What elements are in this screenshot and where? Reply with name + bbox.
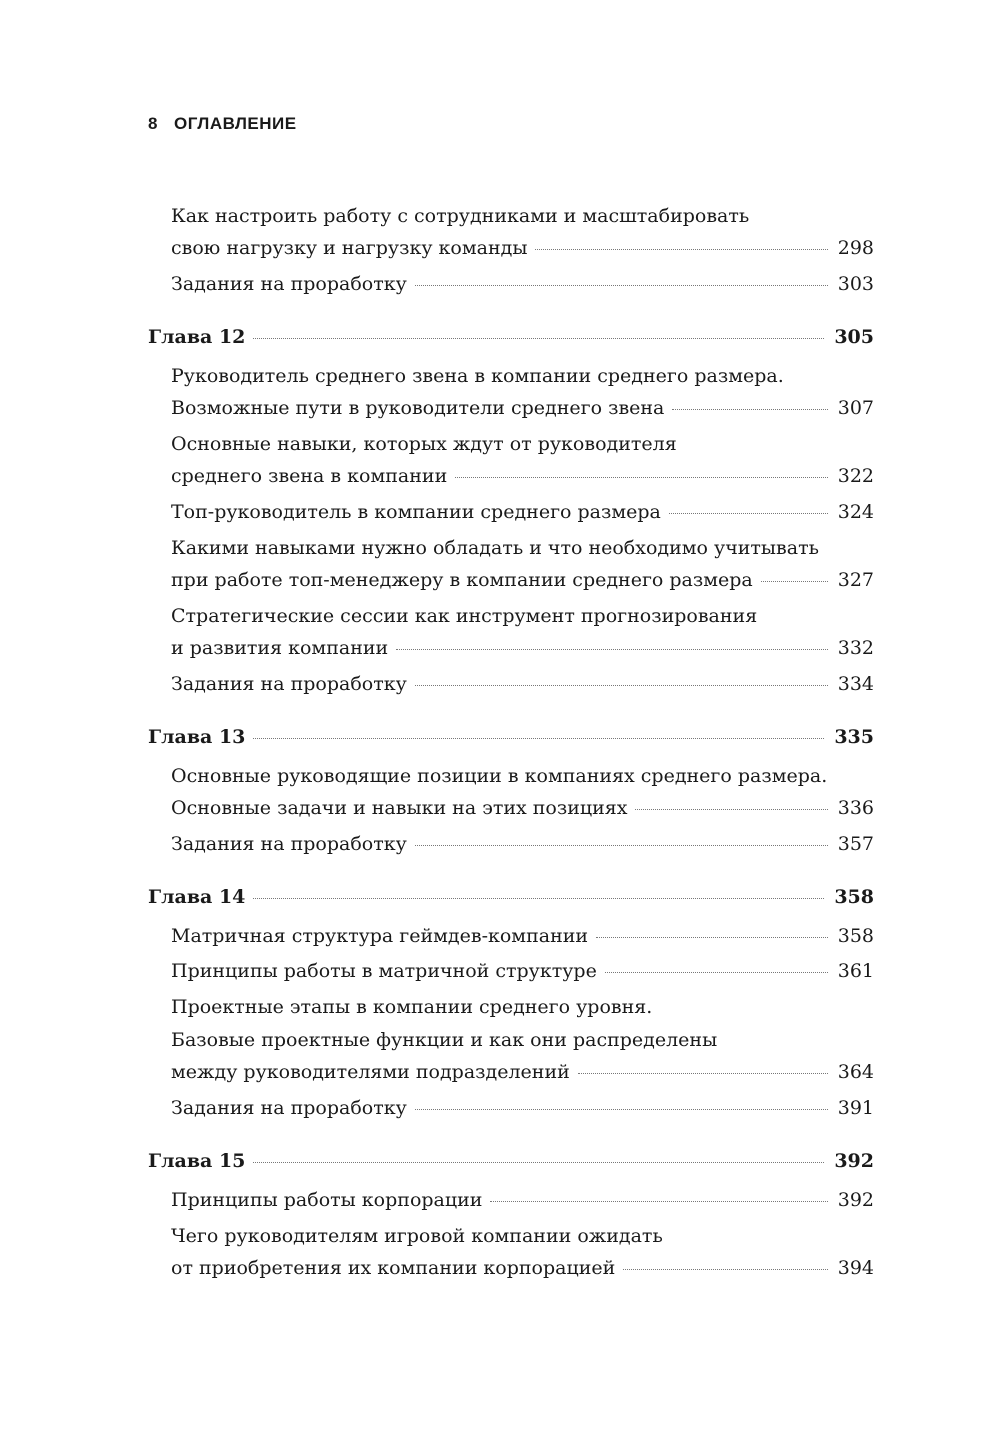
toc-entry-line (171, 995, 874, 1019)
chapter-title: Глава 14 (148, 886, 246, 908)
toc-page-number: 322 (837, 465, 874, 487)
toc-entry-title: Задания на проработку (171, 1097, 407, 1119)
toc-entry-title: Возможные пути в руководители среднего звена (171, 397, 665, 419)
toc-entry (171, 1096, 874, 1120)
toc-page-number: 303 (837, 273, 874, 295)
toc-entry-title: Стратегические сессии как инструмент прогнозирования (171, 605, 758, 627)
toc-entry-title: среднего звена в компании (171, 465, 448, 487)
toc-entry-title: Принципы работы в матричной структуре (171, 960, 597, 982)
toc-page-number: 307 (837, 397, 874, 419)
toc-entry-line (171, 604, 874, 628)
dot-leader (415, 845, 828, 846)
toc-page-number: 364 (837, 1061, 874, 1083)
toc-page-number: 332 (837, 637, 874, 659)
toc-entry-title: Руководитель среднего звена в компании среднего размера. (171, 365, 784, 387)
toc-entry-title: Проектные этапы в компании среднего уровня. (171, 996, 653, 1018)
dot-leader (672, 409, 827, 410)
toc-entry (171, 464, 874, 488)
toc-entry-line (171, 1028, 874, 1052)
toc-entry (171, 500, 874, 524)
toc-chapter (148, 885, 874, 909)
toc-entry (171, 568, 874, 592)
chapter-title: Глава 12 (148, 326, 246, 348)
toc-page-number: 324 (837, 501, 874, 523)
toc-page-number: 327 (837, 569, 874, 591)
toc-entry-title: и развития компании (171, 637, 389, 659)
chapter-page-number: 335 (834, 726, 874, 748)
dot-leader (635, 809, 827, 810)
toc-entry-title: Какими навыками нужно обладать и что необходимо учитывать (171, 537, 819, 559)
dot-leader (415, 285, 828, 286)
toc-entry-line (171, 432, 874, 456)
toc-entry-title: при работе топ-менеджеру в компании среднего размера (171, 569, 753, 591)
toc-page-number: 357 (837, 833, 874, 855)
toc-entry (171, 672, 874, 696)
chapter-title: Глава 15 (148, 1150, 246, 1172)
toc-entry-title: Основные руководящие позиции в компаниях среднего размера. (171, 765, 828, 787)
dot-leader (253, 1162, 824, 1163)
toc-entry-title: Задания на проработку (171, 833, 407, 855)
chapter-page-number: 392 (834, 1150, 874, 1172)
toc-entry (171, 1256, 874, 1280)
dot-leader (455, 477, 828, 478)
dot-leader (415, 685, 828, 686)
chapter-title: Глава 13 (148, 726, 246, 748)
toc-entry (171, 396, 874, 420)
toc-entry-title: Как настроить работу с сотрудниками и масштабировать (171, 205, 750, 227)
dot-leader (253, 338, 824, 339)
toc-entry-title: Задания на проработку (171, 673, 407, 695)
toc-page-number: 391 (837, 1097, 874, 1119)
toc-page-number: 394 (837, 1257, 874, 1279)
page-number: 8 (148, 114, 158, 133)
dot-leader (253, 738, 824, 739)
running-head-title: ОГЛАВЛЕНИЕ (173, 114, 297, 133)
toc-entry (171, 1188, 874, 1212)
toc-entry-line (171, 536, 874, 560)
toc-entry (171, 272, 874, 296)
toc-entry-title: между руководителями подразделений (171, 1061, 570, 1083)
running-head (148, 114, 297, 134)
dot-leader (490, 1201, 827, 1202)
toc-entry-line (171, 364, 874, 388)
toc-page-number: 392 (837, 1189, 874, 1211)
toc-entry-line (171, 1224, 874, 1248)
toc-page-number: 334 (837, 673, 874, 695)
toc-entry (171, 924, 874, 948)
toc-chapter (148, 725, 874, 749)
dot-leader (761, 581, 828, 582)
toc-entry-title: свою нагрузку и нагрузку команды (171, 237, 528, 259)
dot-leader (253, 898, 824, 899)
toc-chapter (148, 325, 874, 349)
toc-entry (171, 1060, 874, 1084)
toc-entry-title: Топ-руководитель в компании среднего размера (171, 501, 661, 523)
toc-entry-title: Чего руководителям игровой компании ожидать (171, 1225, 663, 1247)
toc-entry-title: Основные задачи и навыки на этих позициях (171, 797, 628, 819)
toc-entry (171, 959, 874, 983)
toc-entry-line (171, 204, 874, 228)
dot-leader (535, 249, 827, 250)
toc-chapter (148, 1149, 874, 1173)
dot-leader (578, 1073, 828, 1074)
toc-entry (171, 236, 874, 260)
dot-leader (396, 649, 828, 650)
toc-page-number: 298 (837, 237, 874, 259)
toc-page-number: 336 (837, 797, 874, 819)
toc-entry-title: Основные навыки, которых ждут от руководителя (171, 433, 677, 455)
toc-entry-title: Задания на проработку (171, 273, 407, 295)
dot-leader (669, 513, 828, 514)
toc-entry-title: Базовые проектные функции и как они распределены (171, 1029, 718, 1051)
dot-leader (415, 1109, 828, 1110)
toc-entry-line (171, 764, 874, 788)
chapter-page-number: 305 (834, 326, 874, 348)
dot-leader (596, 937, 828, 938)
dot-leader (623, 1269, 827, 1270)
chapter-page-number: 358 (834, 886, 874, 908)
toc-entry (171, 636, 874, 660)
toc-entry-title: Матричная структура геймдев-компании (171, 925, 589, 947)
toc-page-number: 358 (837, 925, 874, 947)
toc-entry (171, 796, 874, 820)
toc-entry-title: от приобретения их компании корпорацией (171, 1257, 616, 1279)
toc-entry (171, 832, 874, 856)
dot-leader (605, 972, 828, 973)
toc-entry-title: Принципы работы корпорации (171, 1189, 483, 1211)
toc-page-number: 361 (837, 960, 874, 982)
